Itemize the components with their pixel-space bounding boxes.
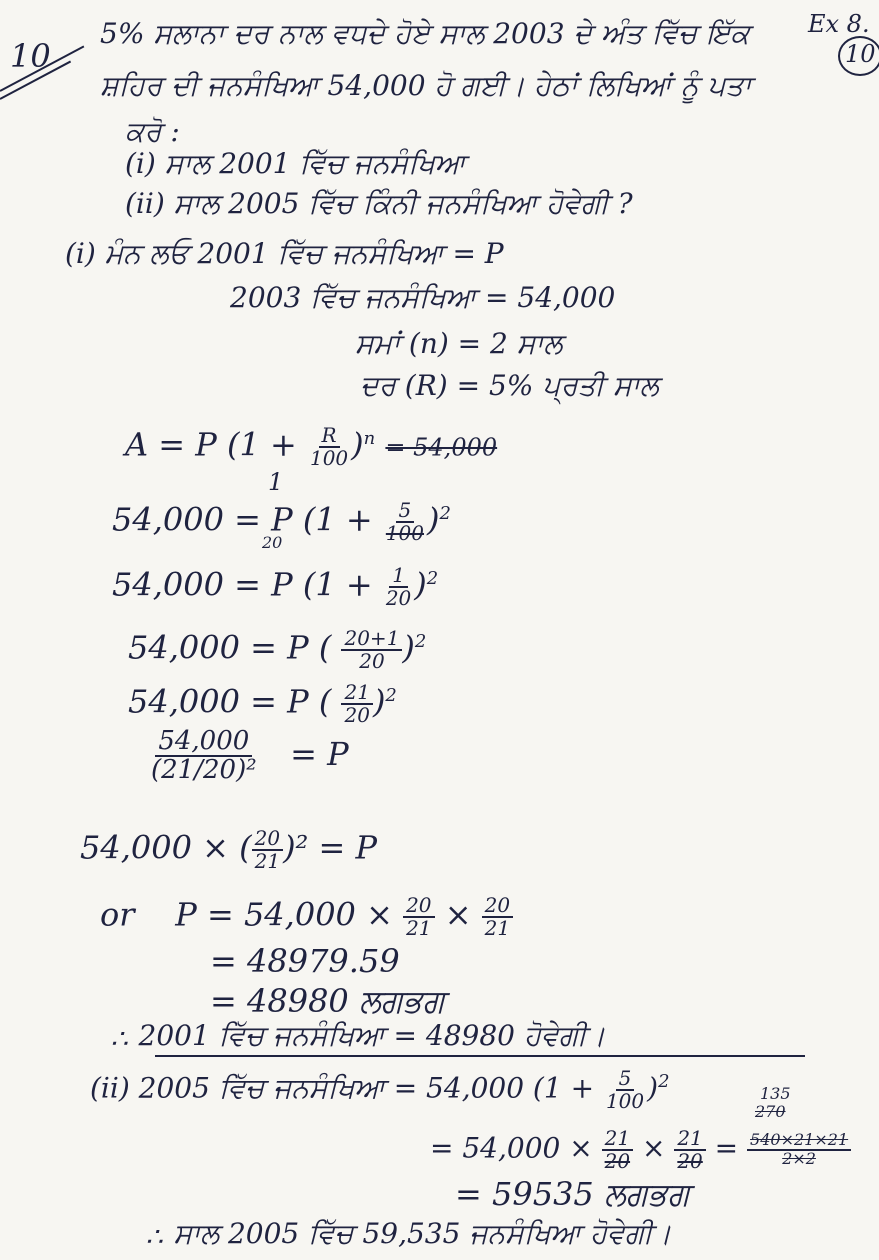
note-top: 135	[760, 1084, 791, 1103]
conclusion-ii: ∴ ਸਾਲ 2005 ਵਿੱਚ 59,535 ਜਨਸੰਖਿਆ ਹੋਵੇਗੀ।	[145, 1217, 672, 1250]
sol-i-step-4: ਦਰ (R) = 5% ਪ੍ਰਤੀ ਸਾਲ	[360, 369, 659, 402]
cancel-bottom: 20	[262, 533, 283, 552]
question-line-2: ਸ਼ਹਿਰ ਦੀ ਜਨਸੰਖਿਆ 54,000 ਹੋ ਗਈ। ਹੇਠਾਂ ਲਿਖਿਆਂ ਨੂੰ ਪਤਾ	[100, 69, 752, 102]
sol-ii-line-3: = 59535 ਲਗਭਗ	[455, 1175, 690, 1213]
question-line-3: ਕਰੋ :	[125, 115, 180, 148]
equation-6: 54,000 × ( $\frac{20}{21}$ )² = P	[80, 826, 378, 873]
equation-7: or P = 54,000 × $\frac{20}{21}$ × $\frac{20}{21}$	[100, 895, 513, 939]
equation-3: 54,000 = P ( $\frac{20+1}{20}$ )$^2$	[128, 626, 427, 673]
question-part-i: (i) ਸਾਲ 2001 ਵਿੱਚ ਜਨਸੰਖਿਆ	[125, 147, 466, 180]
sol-ii-line-1: (ii) 2005 ਵਿੱਚ ਜਨਸੰਖਿਆ = 54,000 (1 + $\frac{5}{100}$ )$^2$	[90, 1066, 670, 1113]
question-line-1: 5% ਸਲਾਨਾ ਦਰ ਨਾਲ ਵਧਦੇ ਹੋਏ ਸਾਲ 2003 ਦੇ ਅੰਤ ਵਿੱਚ ਇੱਕ	[100, 17, 750, 50]
separator-line	[155, 1055, 805, 1057]
sol-i-step-1: (i) ਮੰਨ ਲਓ 2001 ਵਿੱਚ ਜਨਸੰਖਿਆ = P	[65, 237, 504, 270]
sol-i-step-3: ਸਮਾਂ (n) = 2 ਸਾਲ	[355, 327, 563, 360]
equation-1: 54,000 = P (1 + $\frac{5}{100}$ )$^2$	[112, 498, 451, 545]
equation-9: = 48980 ਲਗਭਗ	[210, 982, 445, 1020]
question-number: 10	[10, 37, 51, 75]
marks-label: Ex 8.	[808, 10, 870, 38]
formula: A = P (1 + $\frac{R}{100}$ )$^n$ = 54,000	[125, 423, 498, 470]
equation-8: = 48979.59	[210, 942, 400, 980]
question-part-ii: (ii) ਸਾਲ 2005 ਵਿੱਚ ਕਿੰਨੀ ਜਨਸੰਖਿਆ ਹੋਵੇਗੀ ?	[125, 187, 633, 220]
equation-5: $\frac{54,000}{\text{(21/20)²}}$ = P	[151, 726, 349, 786]
equation-4: 54,000 = P ( $\frac{21}{20}$ )$^2$	[128, 680, 397, 727]
sol-i-step-2: 2003 ਵਿੱਚ ਜਨਸੰਖਿਆ = 54,000	[230, 281, 616, 314]
cancel-top: 1	[268, 468, 284, 496]
sol-ii-line-2: = 54,000 × $\frac{21}{20}$ × $\frac{21}{20}$ = $\frac{540\times 21\times 21}{2\times 2}$	[430, 1128, 851, 1172]
marks-circled: 10	[845, 40, 876, 68]
note-bottom: 270	[755, 1102, 786, 1121]
equation-2: 54,000 = P (1 + $\frac{1}{20}$ )$^2$	[112, 563, 439, 610]
conclusion-i: ∴ 2001 ਵਿੱਚ ਜਨਸੰਖਿਆ = 48980 ਹੋਵੇਗੀ।	[110, 1019, 606, 1052]
